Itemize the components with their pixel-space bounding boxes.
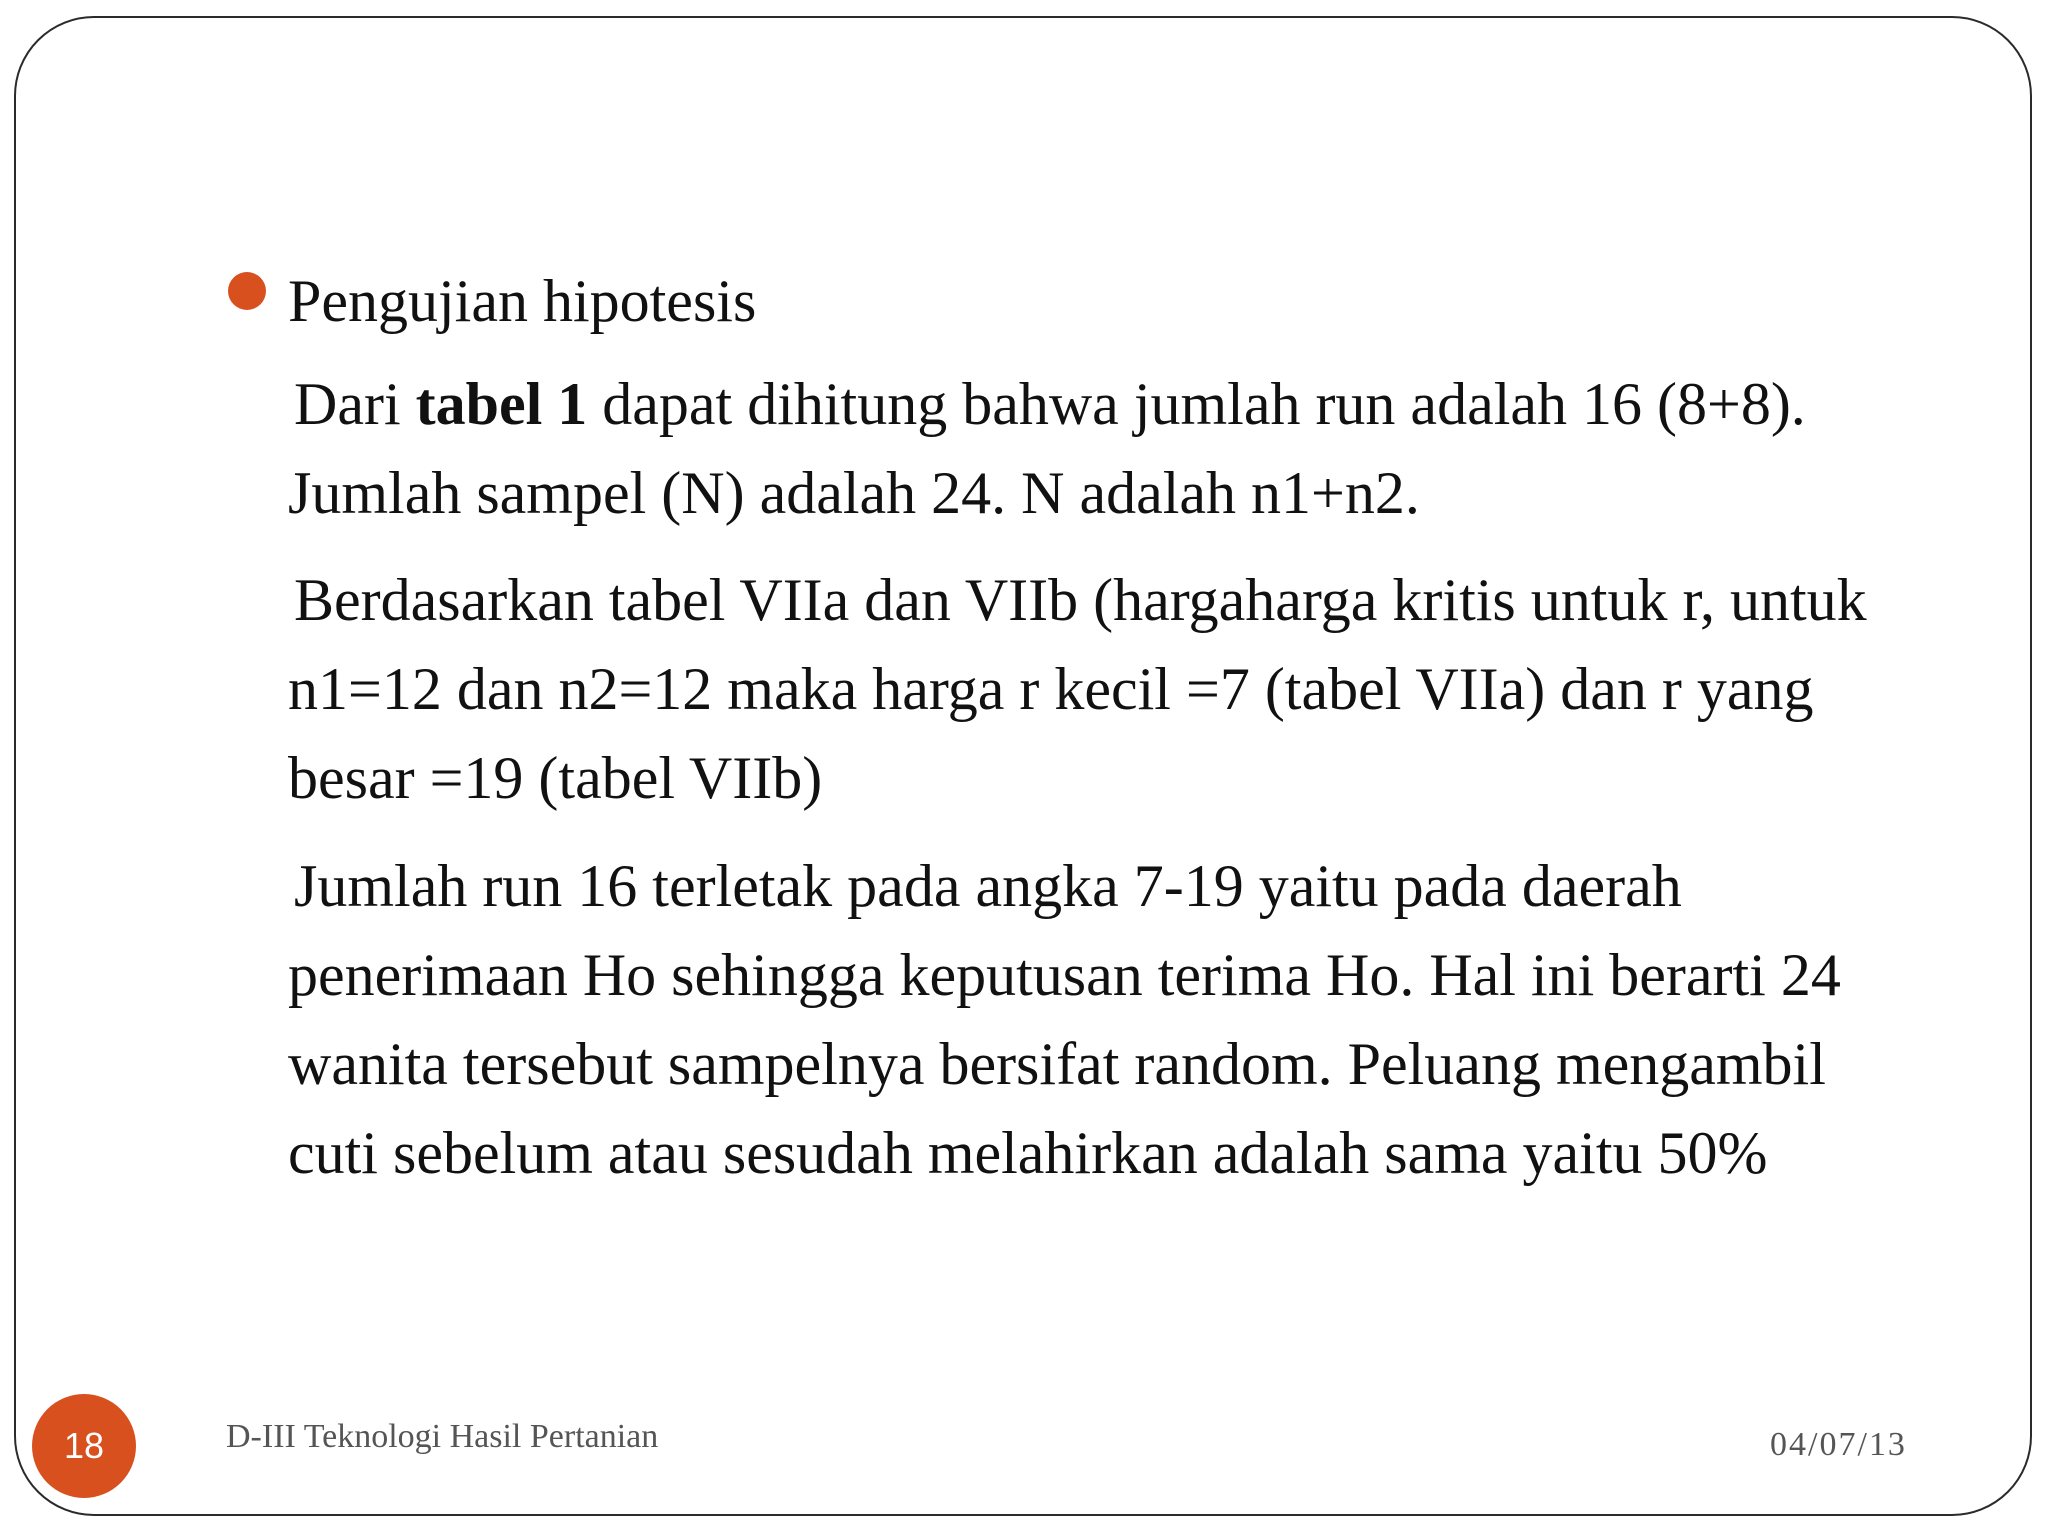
paragraph1-bold-ref: tabel 1: [415, 371, 588, 437]
bullet-item: [224, 258, 1924, 344]
slide-content: [224, 258, 1924, 1186]
footer-department: D-III Teknologi Hasil Pertanian: [226, 1418, 659, 1455]
bullet-dot-icon: [228, 272, 266, 310]
paragraph-critical-values: [288, 556, 1908, 823]
paragraph2-text: Berdasarkan tabel VIIa dan VIIb (hargaharga kritis untuk r, untuk n1=12 dan n2=12 maka harga r kecil =7 (tabel VIIa) dan r yang besar =19 (tabel VIIb): [288, 567, 1867, 811]
footer-date: 04/07/13: [1770, 1426, 1907, 1463]
slide-number-badge: 18: [32, 1394, 136, 1498]
paragraph1-text-start: Dari: [294, 371, 416, 437]
paragraph3-text: Jumlah run 16 terletak pada angka 7-19 yaitu pada daerah penerimaan Ho sehingga keputusan terima Ho. Hal ini berarti 24 wanita tersebut sampelnya bersifat random. Peluang mengambil cuti sebelum atau sesudah melahirkan adalah sama yaitu 50%: [288, 853, 1841, 1186]
paragraph1-text-end: dapat dihitung bahwa jumlah run adalah 16 (8+8). Jumlah sampel (N) adalah 24. N adalah n1+n2.: [288, 371, 1806, 526]
paragraph-run-count: [288, 360, 1908, 538]
paragraph-conclusion: [288, 842, 1908, 1198]
bullet-heading: Pengujian hipotesis: [288, 268, 757, 334]
